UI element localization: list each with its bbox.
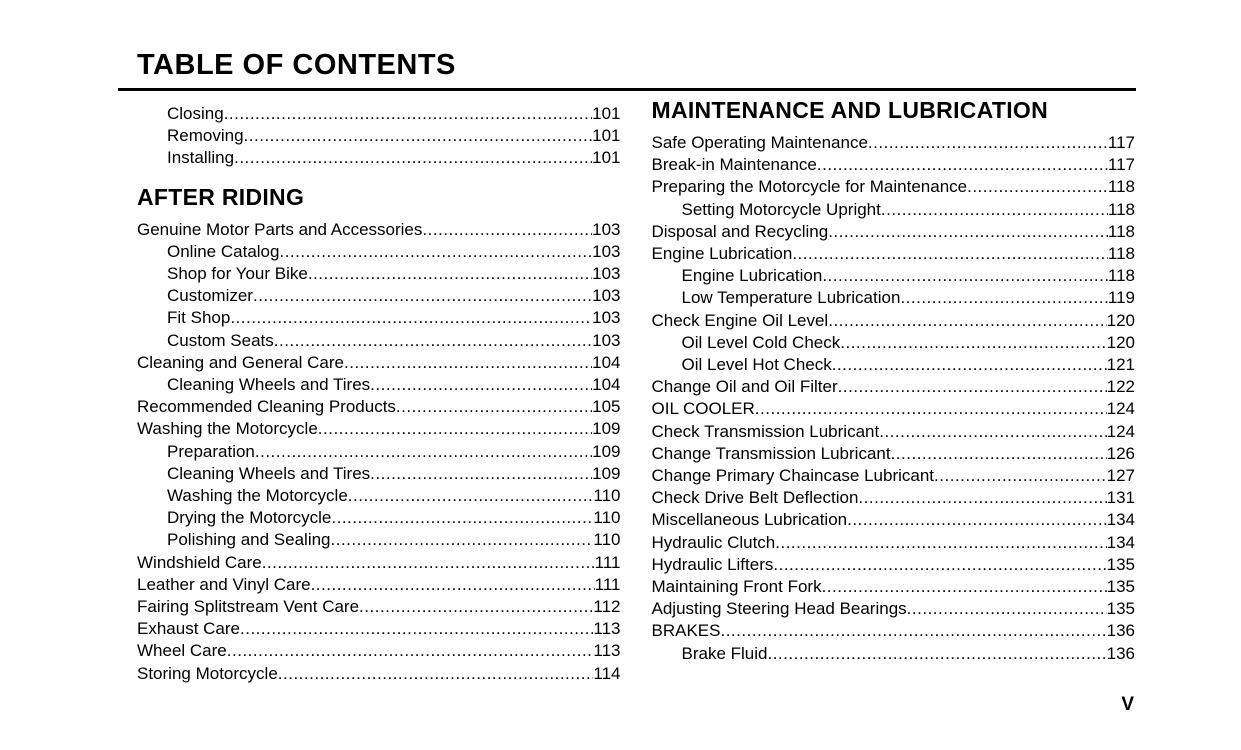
dot-leader [840, 332, 1106, 354]
toc-entry [652, 176, 1136, 198]
toc-entry-label: Change Primary Chaincase Lubricant [651, 466, 935, 486]
toc-entry-label: Custom Seats [167, 330, 274, 350]
dot-leader [934, 465, 1107, 487]
toc-entry [652, 421, 1136, 443]
toc-entry-label: Hydraulic Clutch [651, 532, 776, 552]
toc-entry-page: 136 [1106, 621, 1135, 641]
dot-leader [240, 618, 593, 640]
toc-entry [137, 507, 621, 529]
dot-leader [359, 596, 593, 618]
toc-entry-label: Check Engine Oil Level [651, 310, 829, 330]
toc-entry-label: Disposal and Recycling [651, 221, 829, 241]
toc-entry-label: Check Drive Belt Deflection [651, 488, 859, 508]
dot-leader [822, 576, 1107, 598]
dot-leader [318, 418, 592, 440]
toc-entry-page: 112 [593, 597, 621, 617]
dot-leader [828, 221, 1108, 243]
toc-entry-page: 103 [592, 308, 621, 328]
dot-leader [838, 376, 1107, 398]
toc-entry-label: Cleaning Wheels and Tires [167, 463, 371, 483]
toc-entry-page: 118 [1107, 221, 1135, 241]
dot-leader [234, 147, 592, 169]
toc-entry-label: Removing [167, 126, 244, 146]
toc-entry-page: 135 [1106, 577, 1135, 597]
dot-leader [792, 243, 1108, 265]
section-heading: MAINTENANCE AND LUBRICATION [651, 97, 1049, 123]
dot-leader [817, 154, 1108, 176]
toc-entry [652, 643, 1136, 665]
toc-entry [137, 307, 621, 329]
toc-entry-page: 119 [1107, 288, 1135, 308]
toc-entry-label: Hydraulic Lifters [651, 554, 774, 574]
toc-entry [137, 330, 621, 352]
toc-entry [652, 199, 1136, 221]
toc-entry-page: 122 [1106, 377, 1135, 397]
toc-entry [137, 418, 621, 440]
toc-entry-page: 103 [592, 286, 621, 306]
toc-entry-page: 109 [592, 463, 621, 483]
toc-entry-page: 124 [1106, 399, 1135, 419]
toc-entry-label: Preparing the Motorcycle for Maintenance [651, 177, 968, 197]
toc-entry-label: Engine Lubrication [681, 266, 823, 286]
toc-entry [137, 640, 621, 662]
toc-entry-page: 134 [1106, 510, 1135, 530]
toc-entry-page: 135 [1106, 554, 1135, 574]
toc-entry-page: 101 [592, 126, 621, 146]
toc-entry-label: Recommended Cleaning Products [137, 397, 396, 417]
dot-leader [331, 529, 594, 551]
dot-leader [858, 487, 1106, 509]
toc-entry-label: BRAKES [651, 621, 721, 641]
toc-entry-label: Cleaning and General Care [137, 352, 344, 372]
toc-entry [137, 441, 621, 463]
dot-leader [822, 265, 1108, 287]
toc-entry-page: 110 [593, 486, 621, 506]
dot-leader [832, 354, 1107, 376]
toc-entry-label: Maintaining Front Fork [651, 577, 822, 597]
page-title: TABLE OF CONTENTS [137, 49, 456, 81]
dot-leader [879, 421, 1106, 443]
toc-entry-label: Check Transmission Lubricant [651, 421, 880, 441]
toc-entry-label: Low Temperature Lubrication [681, 288, 901, 308]
toc-column-right [652, 97, 1136, 685]
toc-entry [652, 532, 1136, 554]
toc-entry [652, 465, 1136, 487]
toc-entry-label: OIL COOLER [651, 399, 755, 419]
toc-entry-page: 117 [1107, 133, 1135, 152]
toc-entry [137, 574, 621, 596]
toc-entry [652, 243, 1136, 265]
toc-entry [137, 285, 621, 307]
toc-entry [137, 663, 621, 685]
toc-entry-page: 110 [593, 508, 621, 528]
toc-entry [652, 576, 1136, 598]
toc-entry [652, 154, 1136, 176]
dot-leader [868, 132, 1108, 154]
dot-leader [244, 125, 593, 147]
dot-leader [828, 310, 1106, 332]
toc-entry-label: Change Transmission Lubricant [651, 443, 891, 463]
toc-entry-page: 136 [1106, 643, 1135, 663]
dot-leader [253, 285, 592, 307]
dot-leader [348, 485, 594, 507]
toc-entry-page: 101 [592, 148, 621, 168]
toc-entry [137, 463, 621, 485]
page-number-folio: V [1121, 694, 1134, 715]
toc-entry-page: 113 [593, 619, 621, 639]
toc-entry-label: Customizer [167, 286, 253, 306]
toc-entry-page: 126 [1106, 443, 1135, 463]
toc-entry-page: 103 [592, 241, 621, 261]
toc-entry-label: Polishing and Sealing [167, 530, 331, 550]
toc-entry-label: Exhaust Care [137, 619, 240, 639]
toc-entry-page: 120 [1106, 332, 1135, 352]
toc-entry-label: Windshield Care [137, 552, 262, 572]
toc-entry-page: 111 [594, 552, 621, 572]
toc-entry-page: 104 [592, 352, 621, 372]
toc-columns [137, 97, 1135, 685]
toc-entry-page: 135 [1106, 599, 1135, 619]
dot-leader [224, 103, 592, 125]
toc-entry-label: Online Catalog [167, 241, 280, 261]
toc-entry-label: Oil Level Cold Check [681, 332, 841, 352]
toc-entry-page: 111 [594, 574, 621, 594]
toc-entry-label: Washing the Motorcycle [137, 419, 318, 439]
toc-entry-page: 117 [1107, 155, 1135, 175]
toc-entry-label: Wheel Care [137, 641, 227, 661]
dot-leader [262, 552, 595, 574]
dot-leader [311, 574, 595, 596]
toc-entry-page: 124 [1106, 421, 1135, 441]
dot-leader [255, 441, 592, 463]
toc-entry [137, 529, 621, 551]
toc-entry [137, 219, 621, 241]
toc-entry-page: 114 [593, 663, 621, 683]
toc-entry [652, 265, 1136, 287]
toc-entry-label: Shop for Your Bike [167, 264, 308, 284]
dot-leader [422, 219, 592, 241]
toc-entry [652, 310, 1136, 332]
toc-entry [137, 147, 621, 169]
toc-entry-page: 127 [1106, 466, 1135, 486]
toc-entry-page: 131 [1106, 488, 1135, 508]
dot-leader [279, 241, 592, 263]
toc-entry-page: 118 [1107, 177, 1135, 197]
toc-entry [652, 487, 1136, 509]
dot-leader [230, 307, 592, 329]
toc-entry [137, 485, 621, 507]
toc-entry [652, 132, 1136, 154]
toc-entry-page: 113 [593, 641, 621, 661]
toc-entry-label: Storing Motorcycle [137, 663, 278, 683]
toc-entry-label: Engine Lubrication [651, 244, 793, 264]
toc-entry [137, 241, 621, 263]
toc-entry-label: Oil Level Hot Check [681, 355, 832, 375]
toc-entry [652, 221, 1136, 243]
toc-entry [137, 103, 621, 125]
dot-leader [396, 396, 592, 418]
toc-entry-label: Cleaning Wheels and Tires [167, 375, 371, 395]
section-heading: AFTER RIDING [137, 183, 305, 210]
dot-leader [720, 620, 1106, 642]
toc-entry-page: 103 [592, 330, 621, 350]
toc-entry-label: Safe Operating Maintenance [651, 133, 868, 152]
toc-entry-label: Leather and Vinyl Care [137, 574, 311, 594]
toc-entry-page: 104 [592, 375, 621, 395]
toc-entry-page: 110 [593, 530, 621, 550]
dot-leader [891, 443, 1107, 465]
dot-leader [900, 287, 1107, 309]
toc-entry-page: 109 [592, 441, 621, 461]
toc-column-left [137, 97, 621, 685]
toc-entry [652, 554, 1136, 576]
toc-entry-label: Brake Fluid [681, 643, 768, 663]
dot-leader [308, 263, 592, 285]
dot-leader [775, 532, 1106, 554]
toc-entry [652, 598, 1136, 620]
toc-entry-page: 109 [592, 419, 621, 439]
dot-leader [755, 398, 1107, 420]
toc-entry-label: Closing [167, 104, 224, 123]
dot-leader [227, 640, 594, 662]
toc-entry-label: Genuine Motor Parts and Accessories [137, 219, 423, 239]
toc-entry-page: 103 [592, 219, 621, 239]
toc-entry [137, 352, 621, 374]
toc-entry-label: Change Oil and Oil Filter [651, 377, 838, 397]
toc-entry-label: Miscellaneous Lubrication [651, 510, 848, 530]
title-divider-rule [118, 88, 1136, 91]
dot-leader [907, 598, 1107, 620]
toc-entry [652, 354, 1136, 376]
toc-entry [652, 398, 1136, 420]
toc-entry-page: 105 [592, 397, 621, 417]
dot-leader [967, 176, 1108, 198]
dot-leader [773, 554, 1106, 576]
toc-entry [137, 618, 621, 640]
toc-entry [137, 125, 621, 147]
dot-leader [370, 374, 592, 396]
toc-entry-page: 103 [592, 264, 621, 284]
dot-leader [274, 330, 592, 352]
toc-entry [652, 509, 1136, 531]
toc-entry-label: Adjusting Steering Head Bearings [651, 599, 907, 619]
toc-entry [652, 620, 1136, 642]
toc-entry [137, 374, 621, 396]
toc-entry-label: Setting Motorcycle Upright [681, 199, 881, 219]
toc-entry [652, 376, 1136, 398]
dot-leader [881, 199, 1108, 221]
toc-entry-page: 101 [592, 104, 621, 123]
toc-entry-label: Fit Shop [167, 308, 231, 328]
toc-entry-page: 121 [1106, 355, 1135, 375]
toc-entry-page: 120 [1106, 310, 1135, 330]
toc-entry-page: 134 [1106, 532, 1135, 552]
toc-entry-label: Installing [167, 148, 235, 168]
toc-entry-page: 118 [1107, 199, 1135, 219]
toc-entry [137, 396, 621, 418]
toc-entry [137, 596, 621, 618]
dot-leader [847, 509, 1107, 531]
toc-entry-page: 118 [1107, 266, 1135, 286]
toc-entry [137, 552, 621, 574]
toc-entry-page: 118 [1107, 244, 1135, 264]
dot-leader [370, 463, 592, 485]
toc-entry-label: Preparation [167, 441, 255, 461]
toc-entry-label: Drying the Motorcycle [167, 508, 332, 528]
dot-leader [331, 507, 593, 529]
toc-entry [137, 263, 621, 285]
toc-entry-label: Break-in Maintenance [651, 155, 817, 175]
toc-entry-label: Washing the Motorcycle [167, 486, 348, 506]
dot-leader [767, 643, 1106, 665]
toc-entry [652, 287, 1136, 309]
dot-leader [344, 352, 592, 374]
dot-leader [278, 663, 594, 685]
toc-entry-label: Fairing Splitstream Vent Care [137, 597, 360, 617]
toc-entry [652, 332, 1136, 354]
toc-entry [652, 443, 1136, 465]
